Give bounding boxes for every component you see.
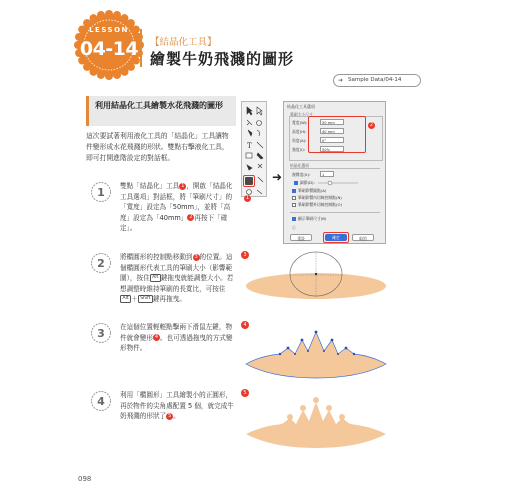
figure-5-drawing [240,388,388,450]
reshape-tool-icon [257,190,262,194]
rectangle-tool-icon [246,153,252,158]
step-number-badge [90,252,112,274]
figure-3-drawing [240,250,388,312]
badge-tooth [90,14,98,22]
paintbrush-icon [257,153,263,159]
angle-label: 角度(A): [292,138,307,143]
crystallize-tool-highlight [243,175,255,187]
step-number-badge [90,181,112,203]
affect-out-tangent-label: 筆刷影響外切線控制點(O) [298,202,342,207]
step-text: 在這個位置輕輕點擊兩下滑鼠左鍵，物件就會變形 4 。也可透過拖曳的方式變形物件。 [120,323,233,353]
divider [290,212,380,213]
scissors-icon [258,164,262,168]
step-text: 雙點「結晶化」工具 1 ，開啟「結晶化工具選項」對話框，將「筆刷尺寸」的「寬度」設定為「50mm」，並將「高度」設定為「40mm」 2 再按下「確定」。 [120,182,233,233]
width-label: 寬度(W): [292,120,308,125]
brush-size-highlight [308,116,366,153]
curvature-tool-icon [257,130,260,136]
marker-2: 2 [369,122,374,128]
intensity-label: 強度(I): [292,147,305,152]
alt-key: Alt [120,295,131,303]
figure-marker: 5 [241,389,249,397]
marker-4: 4 [154,334,159,341]
marker-1: 1 [245,195,250,201]
ok-button-highlight [323,232,349,243]
height-label: 高度(H): [292,129,307,134]
magic-wand-icon [247,120,252,125]
badge-tooth [113,71,121,79]
arrow-right-icon: ➜ [338,77,344,84]
badge-tooth [105,72,113,80]
lesson-badge [72,8,146,82]
cancel-button[interactable]: 取消 [352,234,374,241]
options-label: 結晶化選項 [290,163,309,168]
badge-tooth [113,11,121,19]
badge-tooth [83,63,91,71]
figure-marker: 4 [241,321,249,329]
ok-button[interactable]: 確定 [325,234,347,241]
badge-tooth [105,10,113,18]
detail-slider[interactable] [318,180,358,186]
show-brush-size-checkbox[interactable] [292,217,296,221]
sample-data-text: Sample Data/04-14 [348,77,402,83]
page-title: 繪製牛奶飛濺的圖形 [150,50,295,68]
page-number: 098 [78,475,92,483]
figure-4 [240,320,388,382]
marker-5: 5 [168,412,172,419]
rotate-tool-icon [258,177,263,182]
reset-button[interactable]: 重設 [290,234,312,241]
detail-label: 細節(D): [300,180,315,185]
selection-tool-icon [247,107,252,115]
intensity-field[interactable]: 50% [320,146,344,152]
type-tool-icon: T [247,142,252,150]
milk-splash-shape [246,402,386,448]
brush-size-group-label: 筆刷大小尺寸 [290,112,313,117]
pen-tool-icon [248,130,252,136]
alt-key: Alt [150,274,161,282]
step-number-badge [90,322,112,344]
lesson-word: LESSON [89,26,129,34]
eraser-icon [247,165,252,170]
sample-data-label [333,74,421,87]
shift-key: Shift [138,295,153,303]
affect-in-tangent-checkbox[interactable] [292,196,296,200]
marker-1: 1 [181,182,185,189]
complexity-field[interactable]: 1 [320,171,334,177]
title-accent-bar [140,29,142,67]
marker-3: 3 [194,253,198,260]
figure-5 [240,388,388,450]
affect-in-tangent-label: 筆刷影響內切線控制點(N) [298,195,342,200]
line-tool-icon [257,142,263,148]
tools-panel [241,101,267,201]
intro-paragraph: 這次要試著利用液化工具的「結晶化」工具讓物件變形成水花飛濺的形狀。雙點右擊液化工具，即可打開進階設定的對話框。 [86,132,229,163]
angle-field[interactable]: 0° [320,137,344,143]
arrow-right-icon: ➜ [272,170,283,184]
badge-tooth [97,11,105,19]
affect-out-tangent-checkbox[interactable] [292,203,296,207]
figure-3 [240,250,388,312]
figure-marker: 3 [241,251,249,259]
affect-anchor-label: 筆刷影響錨點(A) [298,188,327,193]
svg-text:4: 4 [97,395,105,408]
info-icon: ⓘ [292,225,296,230]
section-heading: 利用結晶化工具繪製水花飛濺的圖形 [86,96,236,126]
complexity-label: 複雜度(X): [292,172,311,177]
show-brush-size-label: 顯示筆刷尺寸(B) [298,216,327,221]
badge-tooth [127,63,135,71]
step-text: 將橢圓形的控制點移動到 3 的位置。這個橢圓形代表工具的筆刷大小（影響範圍），按住 Alt 鍵拖曳就能調整大小。若想調整時維持筆刷的長寬比，可按住Alt ＋ Shift 鍵再拖曳。 [120,253,234,304]
svg-text:1: 1 [97,186,105,199]
lasso-icon [257,121,262,126]
badge-tooth [90,68,98,76]
figure-4-drawing [240,320,388,382]
step-number-badge [90,390,112,412]
width-field[interactable]: 50 mm [320,119,344,125]
affect-anchor-checkbox[interactable] [292,189,296,193]
crystallized-shape [246,332,386,378]
marker-2: 2 [189,214,193,221]
detail-checkbox[interactable] [294,181,298,185]
height-field[interactable]: 40 mm [320,128,344,134]
step-text: 利用「橢圓形」工具繪製小的正圓形，再於物件的尖角處配置 5 個，就完成牛奶飛濺的形狀了 5 。 [120,391,234,421]
crystallize-options-dialog [283,101,386,244]
badge-tooth [121,68,129,76]
badge-tooth [121,14,129,22]
dialog-title: 結晶化工具選項 [287,104,315,109]
divider [290,168,380,169]
lesson-number: 04-14 [79,38,139,60]
direct-selection-tool-icon [257,107,262,115]
svg-text:2: 2 [97,257,105,270]
svg-text:3: 3 [97,327,105,340]
badge-tooth [97,71,105,79]
category-label: 【結晶化工具】 [150,37,217,48]
